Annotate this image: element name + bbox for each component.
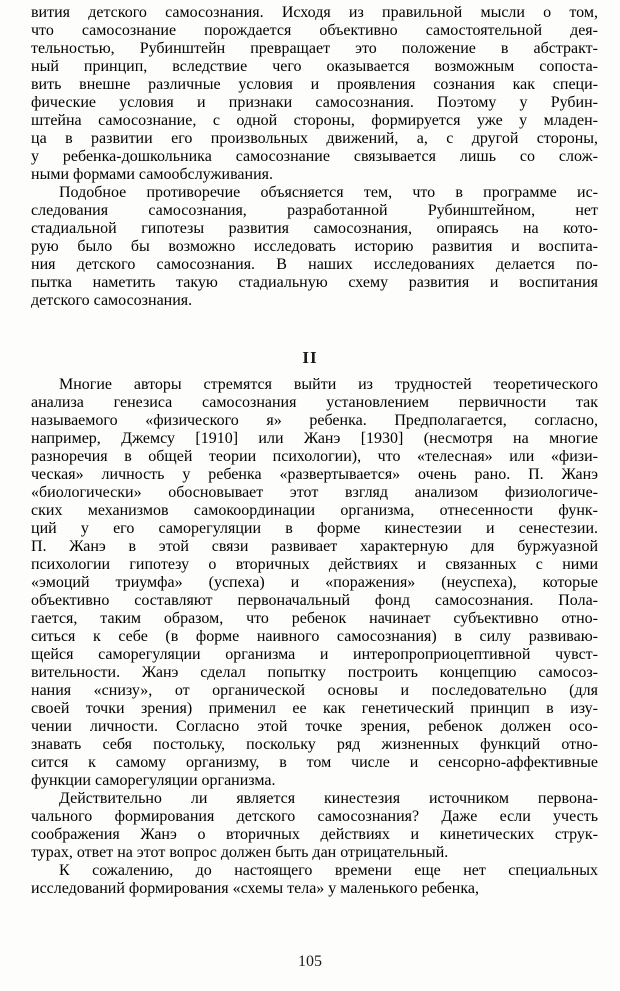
paragraph bbox=[31, 862, 598, 898]
text-line: К сожалению, до настоящего времени еще нет специальных bbox=[59, 862, 598, 879]
paragraph bbox=[31, 4, 598, 184]
paragraph-group-bottom bbox=[31, 376, 598, 898]
text-line: стадиальной гипотезы развития самосознания, опираясь на кото- bbox=[31, 220, 598, 237]
text-line: рую было бы возможно исследовать историю развития и воспита- bbox=[31, 238, 598, 255]
paragraph bbox=[31, 790, 598, 862]
text-line: вительности. Жанэ сделал попытку построить концепцию самосоз- bbox=[31, 664, 598, 681]
text-line: тельностью, Рубинштейн превращает это положение в абстракт- bbox=[31, 40, 598, 57]
text-line: ния детского самосознания. В наших исследованиях делается по- bbox=[31, 256, 598, 273]
text-line: ских механизмов самокоординации организма, отнесенности функ- bbox=[31, 502, 598, 519]
text-line: П. Жанэ в этой связи развивает характерную для буржуазной bbox=[31, 538, 598, 555]
text-line: анализа генезиса самосознания установлением первичности так bbox=[31, 394, 598, 411]
paragraph bbox=[31, 184, 598, 310]
text-line: детского самосознания. bbox=[31, 292, 193, 309]
text-line: чального формирования детского самосознания? Даже если учесть bbox=[31, 808, 598, 825]
text-line: ца в развитии его произвольных движений, а, с другой стороны, bbox=[31, 130, 598, 147]
text-line: следования самосознания, разработанной Рубинштейном, нет bbox=[31, 202, 598, 219]
text-line: нания «снизу», от органической основы и последовательно (для bbox=[31, 682, 598, 699]
page-number: 105 bbox=[298, 953, 322, 970]
text-line: например, Джемсу [1910] или Жанэ [1930] (несмотря на многие bbox=[31, 430, 598, 447]
text-block-top bbox=[31, 4, 598, 310]
section-heading: II bbox=[302, 348, 318, 367]
text-line: Многие авторы стремятся выйти из трудностей теоретического bbox=[59, 376, 598, 393]
paragraph-group-top bbox=[31, 4, 598, 310]
text-line: ный принцип, вследствие чего оказывается возможным сопоста- bbox=[31, 58, 598, 75]
text-line: турах, ответ на этот вопрос должен быть дан отрицательный. bbox=[31, 844, 449, 861]
text-line: объективно составляют первоначальный фонд самосознания. Пола- bbox=[31, 592, 598, 609]
text-line: Действительно ли является кинестезия источником первона- bbox=[59, 790, 598, 807]
text-line: щейся саморегуляции организма и интеропроприоцептивной чувст- bbox=[31, 646, 598, 663]
text-line: фические условия и признаки самосознания. Поэтому у Рубин- bbox=[31, 94, 598, 111]
text-line: соображения Жанэ о вторичных действиях и кинетических струк- bbox=[31, 826, 598, 843]
text-line: ческая» личность у ребенка «развертывается» очень рано. П. Жанэ bbox=[31, 466, 598, 483]
text-line: психологии гипотезу о вторичных действиях и связанных с ними bbox=[31, 556, 598, 573]
text-line: пытка наметить такую стадиальную схему развития и воспитания bbox=[31, 274, 598, 291]
text-block-bottom bbox=[31, 376, 598, 898]
paragraph bbox=[31, 376, 598, 790]
text-line: функции саморегуляции организма. bbox=[31, 772, 276, 789]
text-line: знавать себя постольку, поскольку ряд жизненных функций отно- bbox=[31, 736, 598, 753]
text-line: гается, таким образом, что ребенок начинает субъективно отно- bbox=[31, 610, 598, 627]
text-line: Подобное противоречие объясняется тем, что в программе ис- bbox=[59, 184, 598, 201]
text-line: исследований формирования «схемы тела» у маленького ребенка, bbox=[31, 880, 479, 897]
text-line: чении личности. Согласно этой точке зрения, ребенок должен осо- bbox=[31, 718, 598, 735]
text-line: «эмоций триумфа» (успеха) и «поражения» (неуспеха), которые bbox=[31, 574, 598, 591]
text-line: штейна самосознание, с одной стороны, формируется уже у младен- bbox=[31, 112, 598, 129]
text-line: ными формами самообслуживания. bbox=[31, 166, 274, 183]
text-line: называемого «физического я» ребенка. Предполагается, согласно, bbox=[31, 412, 598, 429]
text-line: ций у его саморегуляции в форме кинестезии и сенестезии. bbox=[31, 520, 598, 537]
text-line: что самосознание порождается объективно самостоятельной дея- bbox=[31, 22, 598, 39]
text-line: вития детского самосознания. Исходя из правильной мысли о том, bbox=[31, 4, 598, 21]
text-line: сится к самому организму, в том числе и сенсорно-аффективные bbox=[31, 754, 598, 771]
text-line: ситься к себе (в форме наивного самосознания) в силу развиваю- bbox=[31, 628, 598, 645]
text-line: у ребенка-дошкольника самосознание связывается лишь со слож- bbox=[31, 148, 598, 165]
text-line: разноречия в общей теории психологии), что «телесная» или «физи- bbox=[31, 448, 598, 465]
text-line: своей точки зрения) применил ее как генетический принцип в изу- bbox=[31, 700, 598, 717]
text-line: «биологически» обосновывает этот взгляд анализом физиологиче- bbox=[31, 484, 598, 501]
text-line: вить внешне различные условия и проявления сознания как специ- bbox=[31, 76, 598, 93]
